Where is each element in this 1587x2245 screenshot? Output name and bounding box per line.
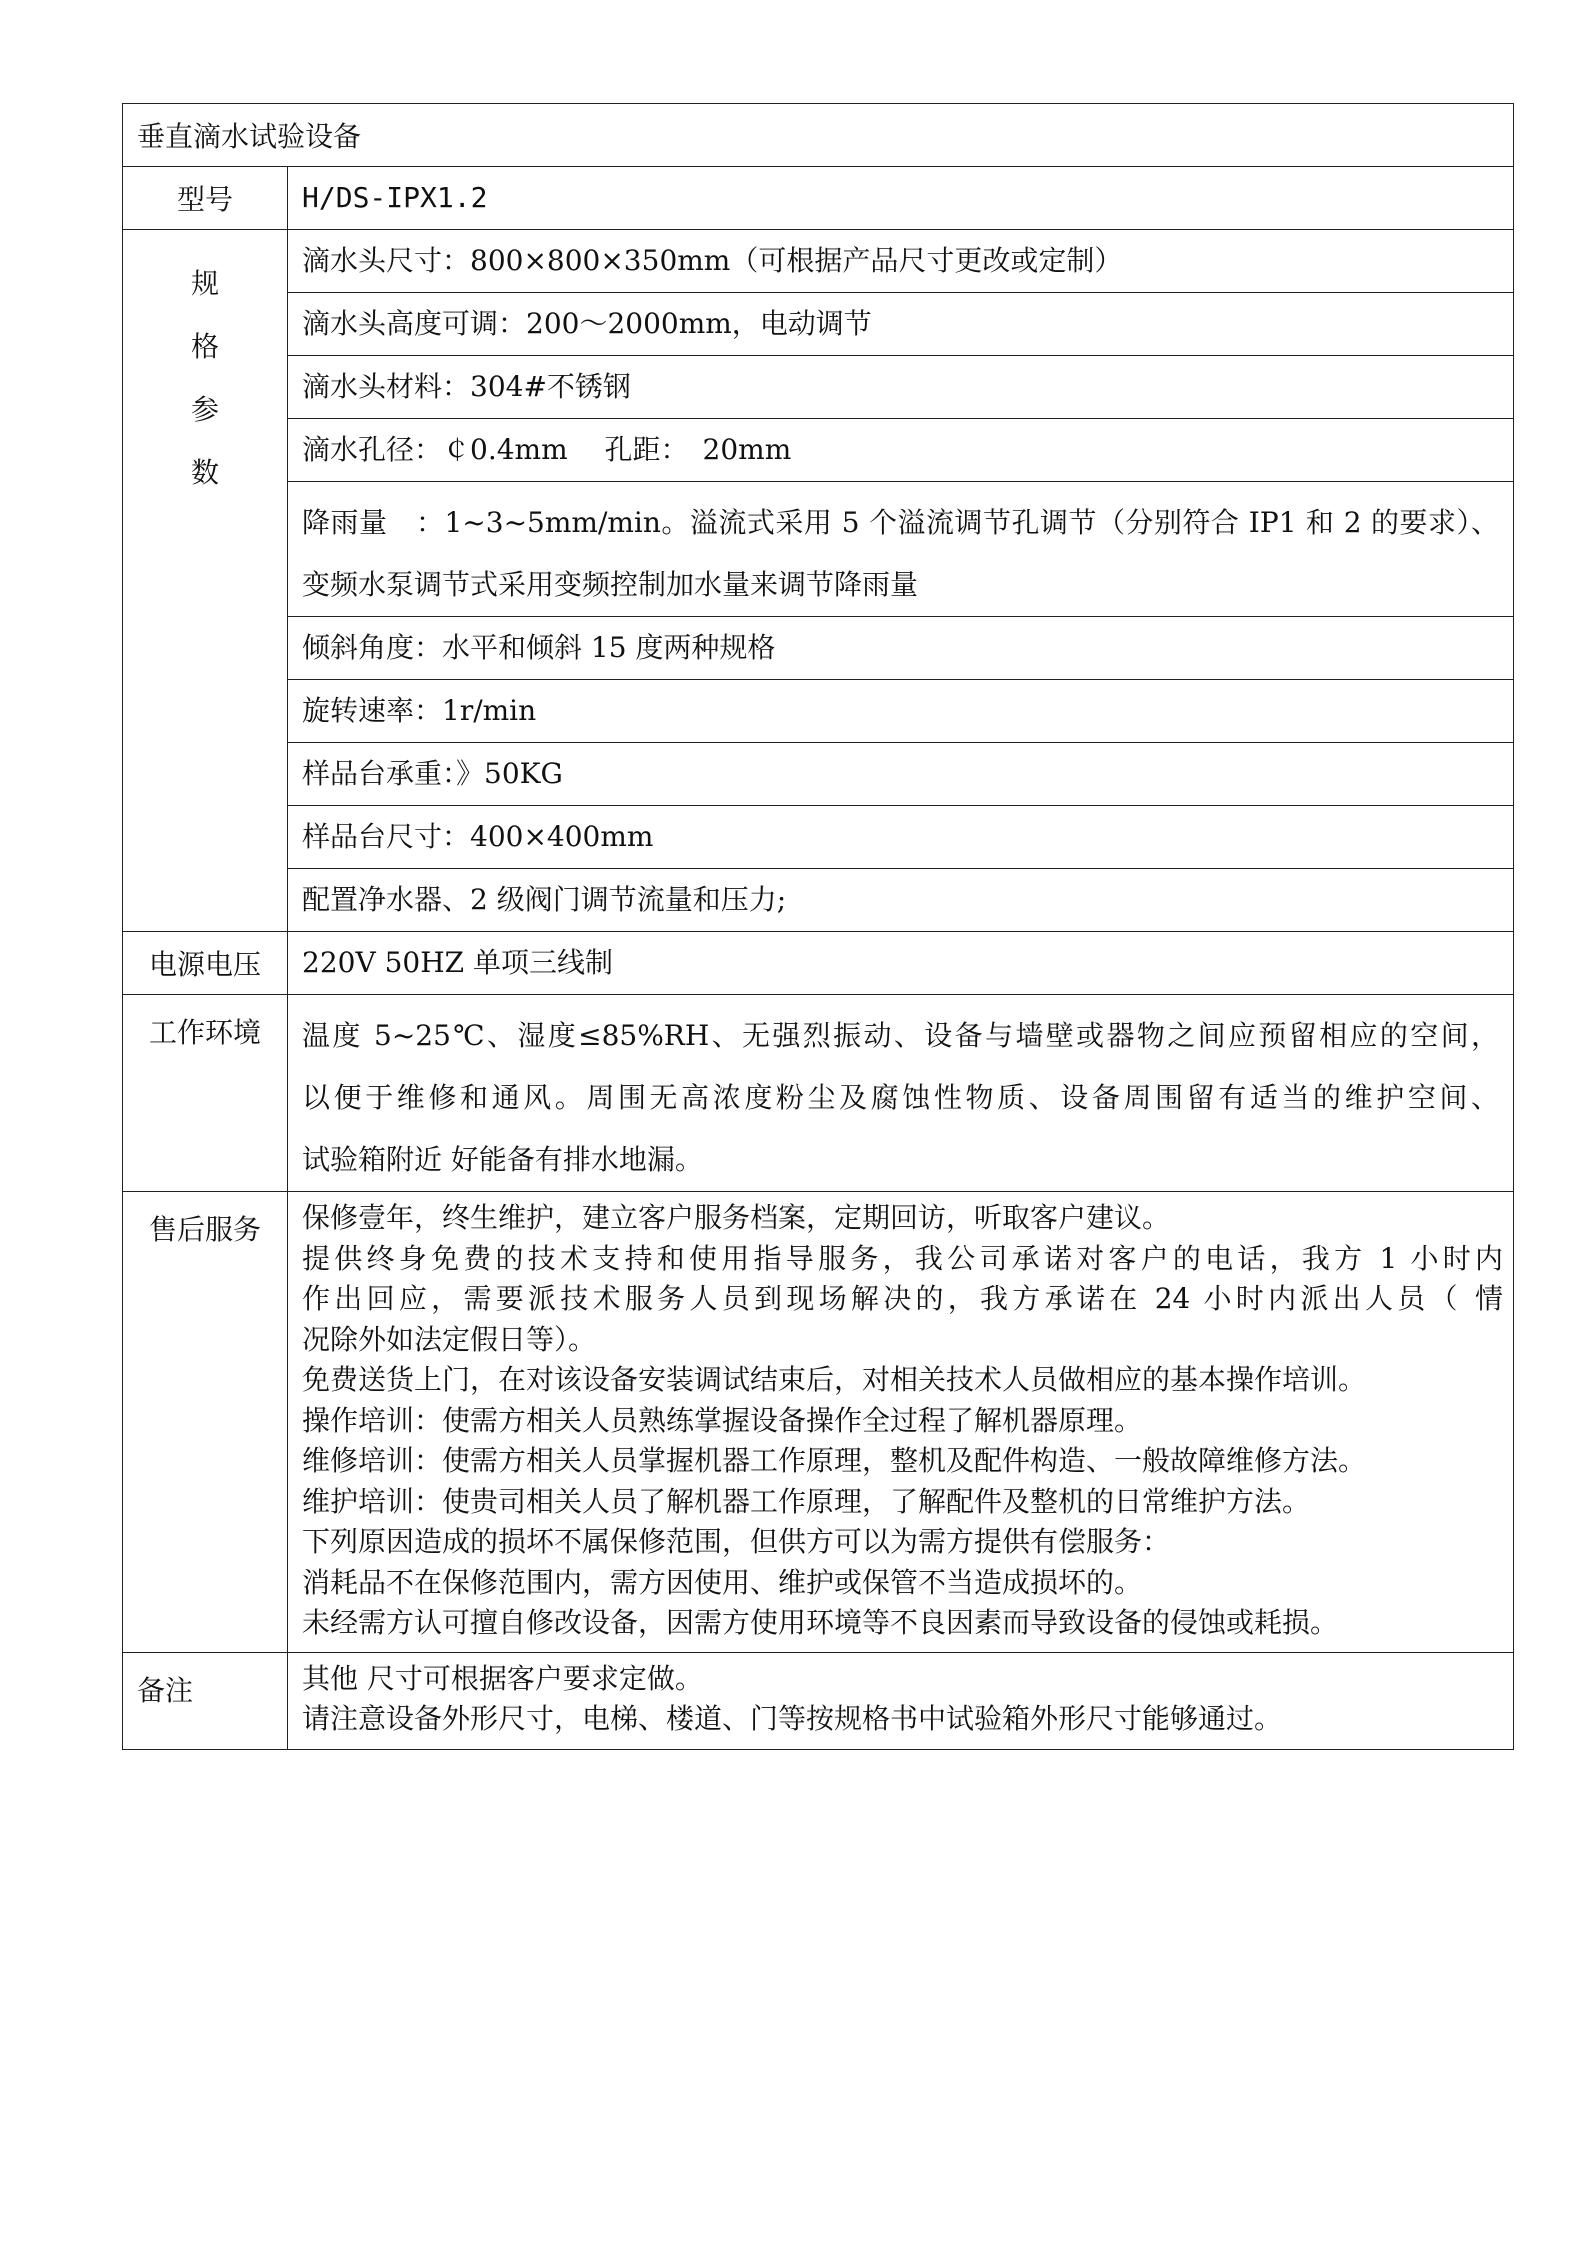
spec-item: 滴水头材料：304#不锈钢: [288, 356, 1514, 419]
service-line: 况除外如法定假日等）。: [302, 1322, 597, 1356]
service-line: 作出回应，需要派技术服务人员到现场解决的，我方承诺在 24 小时内派出人员（ 情: [302, 1282, 1504, 1315]
model-label: 型号: [123, 167, 288, 230]
service-line: 维修培训：使需方相关人员掌握机器工作原理，整机及配件构造、一般故障维修方法。: [302, 1444, 1367, 1477]
notes-line: 请注意设备外形尺寸，电梯、楼道、门等按规格书中试验箱外形尺寸能够通过。: [302, 1702, 1283, 1735]
spec-row: [123, 617, 1514, 680]
spec-row: [123, 356, 1514, 419]
environment-line: 试验箱附近 好能备有排水地漏。: [302, 1143, 703, 1176]
spec-item: 样品台尺寸：400×400mm: [288, 806, 1514, 869]
spec-item: 配置净水器、2 级阀门调节流量和压力;: [288, 869, 1514, 932]
service-line: 未经需方认可擅自修改设备，因需方使用环境等不良因素而导致设备的侵蚀或耗损。: [302, 1606, 1339, 1639]
model-value: H/DS-IPX1.2: [288, 167, 1514, 230]
rainfall-line: 变频水泵调节式采用变频控制加水量来调节降雨量: [302, 568, 919, 601]
service-line: 消耗品不在保修范围内，需方因使用、维护或保管不当造成损坏的。: [302, 1565, 1143, 1599]
spec-label-char: 格: [190, 330, 219, 363]
service-row: [123, 1192, 1514, 1653]
environment-label: 工作环境: [123, 995, 288, 1192]
spec-label-char: 规: [190, 267, 219, 300]
environment-line: 以便于维修和通风。周围无高浓度粉尘及腐蚀性物质、设备周围留有适当的维护空间、: [302, 1081, 1500, 1114]
spec-item: 样品台承重：》50KG: [288, 743, 1514, 806]
notes-line: 其他 尺寸可根据客户要求定做。: [302, 1661, 703, 1695]
spec-row: [123, 743, 1514, 806]
spec-label: [123, 230, 288, 932]
notes-label: 备注: [123, 1652, 288, 1749]
spec-item: 滴水头尺寸：800×800×350mm（可根据产品尺寸更改或定制）: [288, 230, 1514, 293]
service-line: 下列原因造成的损坏不属保修范围，但供方可以为需方提供有偿服务：: [302, 1525, 1171, 1558]
service-line: 保修壹年，终生维护，建立客户服务档案，定期回访，听取客户建议。: [302, 1201, 1171, 1234]
spec-item-rainfall: [288, 482, 1514, 617]
spec-item: 滴水孔径：￠0.4mm 孔距： 20mm: [288, 419, 1514, 482]
environment-value: [288, 995, 1514, 1192]
spec-row: [123, 806, 1514, 869]
service-line: 免费送货上门，在对该设备安装调试结束后，对相关技术人员做相应的基本操作培训。: [302, 1363, 1367, 1396]
spec-table: [122, 103, 1514, 1750]
service-line: 提供终身免费的技术支持和使用指导服务，我公司承诺对客户的电话，我方 1 小时内: [302, 1241, 1504, 1275]
spec-item: 滴水头高度可调：200～2000mm，电动调节: [288, 293, 1514, 356]
spec-label-char: 参: [190, 393, 219, 426]
service-value: [288, 1192, 1514, 1653]
spec-row: [123, 293, 1514, 356]
spec-row: [123, 230, 1514, 293]
spec-item: 倾斜角度：水平和倾斜 15 度两种规格: [288, 617, 1514, 680]
service-line: 操作培训：使需方相关人员熟练掌握设备操作全过程了解机器原理。: [302, 1403, 1143, 1437]
service-label: 售后服务: [123, 1192, 288, 1653]
environment-line: 温度 5~25℃、湿度≤85%RH、无强烈振动、设备与墙壁或器物之间应预留相应的空间，: [302, 1019, 1500, 1052]
spec-item: 旋转速率：1r/min: [288, 680, 1514, 743]
spec-row: [123, 419, 1514, 482]
spec-row: [123, 869, 1514, 932]
spec-label-char: 数: [190, 456, 219, 489]
model-row: [123, 167, 1514, 230]
service-line: 维护培训：使贵司相关人员了解机器工作原理，了解配件及整机的日常维护方法。: [302, 1484, 1311, 1518]
rainfall-line: 降雨量 ：1~3~5mm/min。溢流式采用 5 个溢流调节孔调节（分别符合 IP1 和 2 的要求）、: [302, 506, 1500, 539]
spec-row: [123, 680, 1514, 743]
title-row: [123, 104, 1514, 167]
spec-row-rainfall: [123, 482, 1514, 617]
environment-row: [123, 995, 1514, 1192]
document-title: 垂直滴水试验设备: [123, 104, 1514, 167]
notes-value: [288, 1652, 1514, 1749]
power-row: [123, 932, 1514, 995]
notes-row: [123, 1652, 1514, 1749]
power-label: 电源电压: [123, 932, 288, 995]
power-value: 220V 50HZ 单项三线制: [288, 932, 1514, 995]
